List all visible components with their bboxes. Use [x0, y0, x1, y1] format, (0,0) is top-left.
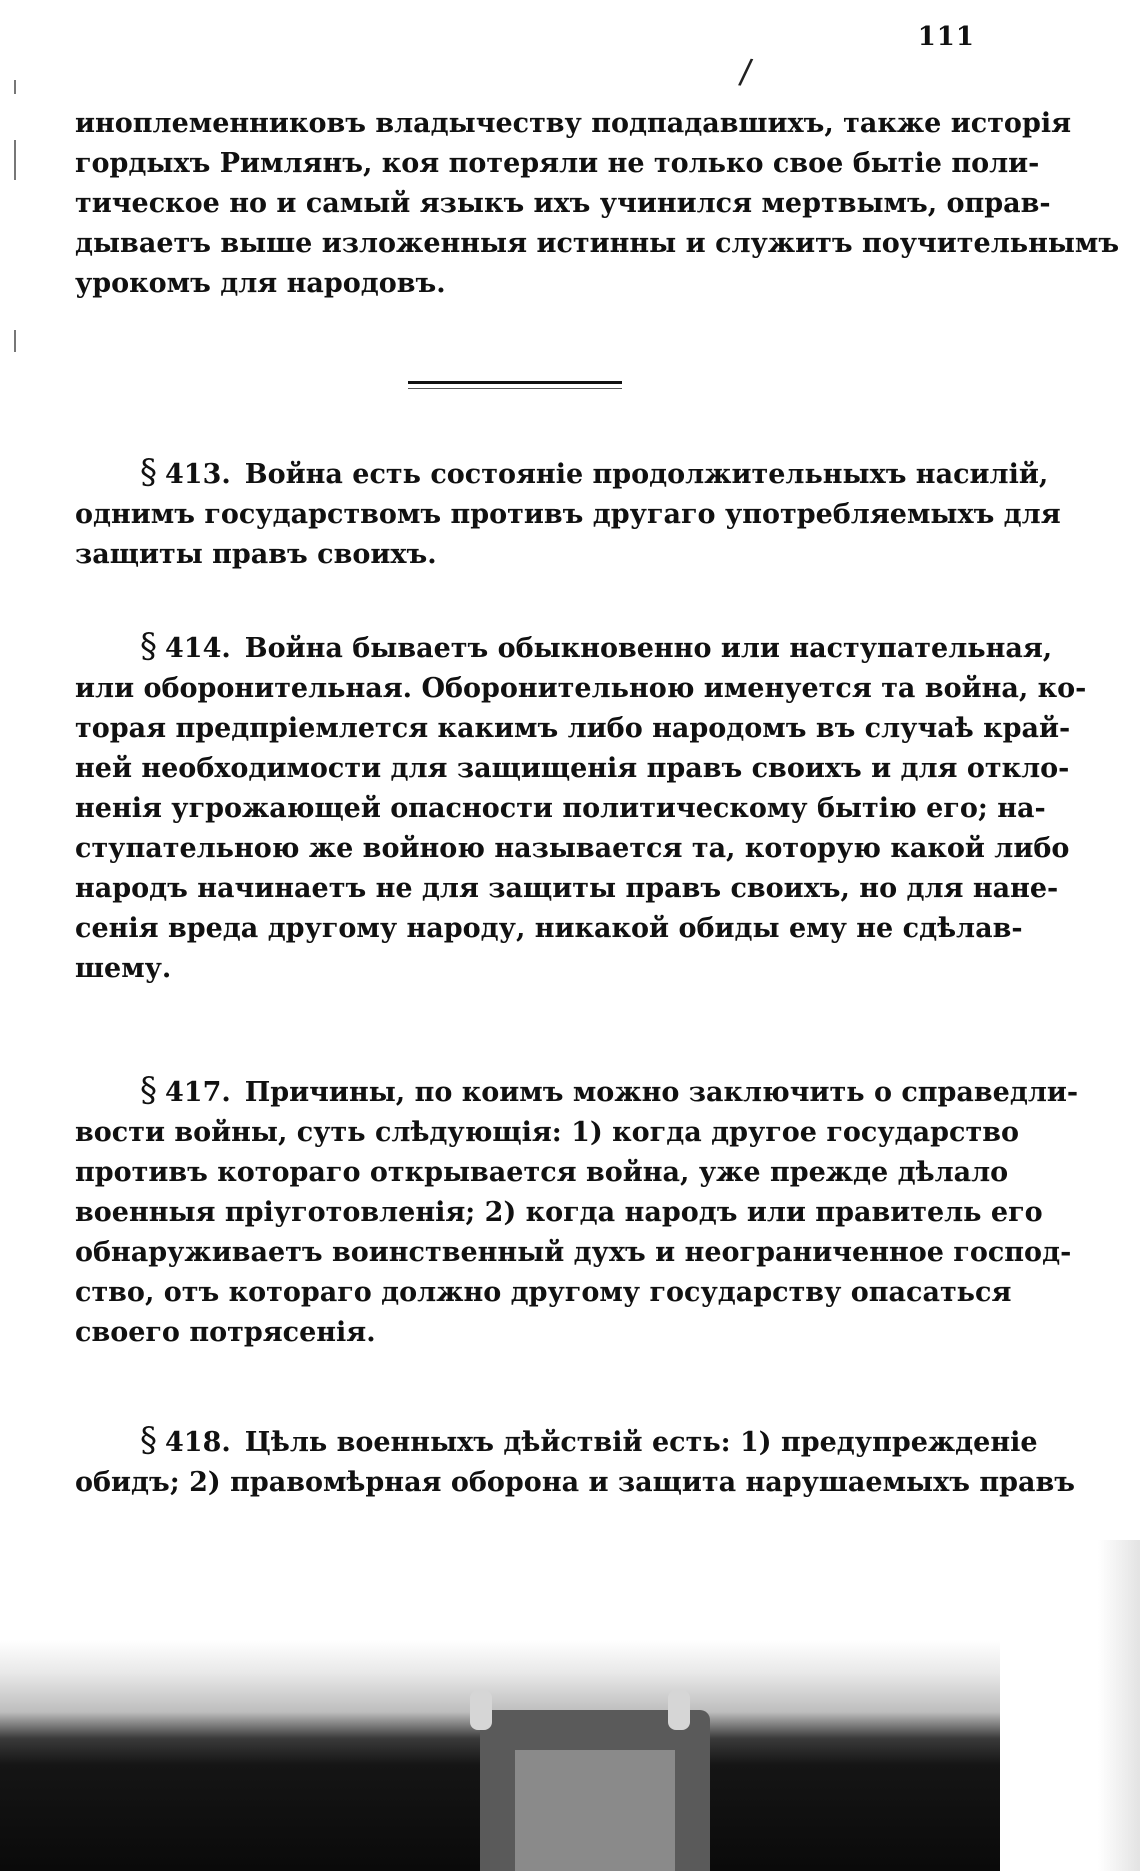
section-number: 413. [165, 459, 231, 490]
text-line: противъ котораго открывается война, уже прежде дѣлало [75, 1157, 1009, 1188]
section-first-line: Причины, по коимъ можно заключить о справедли- [244, 1077, 1079, 1108]
text-line: или оборонительная. Оборонительною именуется та война, ко- [75, 673, 1087, 704]
section-sign: § [140, 1420, 157, 1460]
text-line: своего потрясенія. [75, 1317, 376, 1348]
text-line [75, 452, 1049, 495]
section-sign: § [140, 626, 157, 666]
scan-margin-marks [14, 80, 17, 350]
section-sign: § [140, 452, 157, 492]
text-line: обидъ; 2) правомѣрная оборона и защита нарушаемыхъ правъ [75, 1467, 1075, 1498]
text-line: народъ начинаетъ не для защиты правъ своихъ, но для нане- [75, 873, 1059, 904]
section-number: 417. [165, 1077, 231, 1108]
section-first-line: Цѣль военныхъ дѣйствій есть: 1) предупрежденіе [244, 1427, 1038, 1458]
scanner-clamp-knob-right [668, 1690, 690, 1730]
section-first-line: Война бываетъ обыкновенно или наступательная, [244, 633, 1053, 664]
section-sign: § [140, 1070, 157, 1110]
text-line: иноплеменниковъ владычеству подпадавшихъ, также исторія [75, 108, 1072, 139]
section-number: 418. [165, 1427, 231, 1458]
text-line: урокомъ для народовъ. [75, 268, 446, 299]
paragraph-417 [75, 1070, 1079, 1353]
scanner-clamp-knob-left [470, 1690, 492, 1730]
section-number: 414. [165, 633, 231, 664]
scanner-clamp [480, 1710, 710, 1871]
text-line: шему. [75, 953, 172, 984]
section-first-line: Война есть состояніе продолжительныхъ насилій, [244, 459, 1049, 490]
text-line: тическое но и самый языкъ ихъ учинился мертвымъ, оправ- [75, 188, 1051, 219]
text-line: ней необходимости для защищенія правъ своихъ и для откло- [75, 753, 1070, 784]
scan-right-edge [1000, 1540, 1140, 1871]
paragraph-418 [75, 1420, 1075, 1503]
text-line: сенія вреда другому народу, никакой обиды ему не сдѣлав- [75, 913, 1023, 944]
scan-dark-border [0, 1540, 1140, 1871]
text-line: вости войны, суть слѣдующія: 1) когда другое государство [75, 1117, 1019, 1148]
text-line [75, 1070, 1079, 1113]
text-line [75, 626, 1053, 669]
paragraph-413 [75, 452, 1061, 575]
section-separator-rule [408, 381, 622, 384]
text-line: гордыхъ Римлянъ, коя потеряли не только свое бытіе поли- [75, 148, 1040, 179]
text-line: военныя пріуготовленія; 2) когда народъ или правитель его [75, 1197, 1043, 1228]
scanner-clamp-plate [515, 1750, 675, 1871]
text-line: дываетъ выше изложенныя истинны и служитъ поучительнымъ [75, 228, 1120, 259]
text-line: ство, отъ котораго должно другому государству опасаться [75, 1277, 1012, 1308]
paragraph-414 [75, 626, 1087, 989]
text-line [75, 1420, 1038, 1463]
text-line: защиты правъ своихъ. [75, 539, 437, 570]
margin-slash-mark: / [737, 51, 755, 93]
text-line: ступательною же войною называется та, которую какой либо [75, 833, 1070, 864]
text-line: ненія угрожающей опасности политическому бытію его; на- [75, 793, 1046, 824]
text-line: однимъ государствомъ противъ другаго употребляемыхъ для [75, 499, 1061, 530]
text-line: обнаруживаетъ воинственный духъ и неограниченное господ- [75, 1237, 1072, 1268]
text-line: торая предпріемлется какимъ либо народомъ въ случаѣ край- [75, 713, 1071, 744]
page-number: 111 [917, 22, 975, 52]
paragraph-intro [75, 104, 1120, 304]
